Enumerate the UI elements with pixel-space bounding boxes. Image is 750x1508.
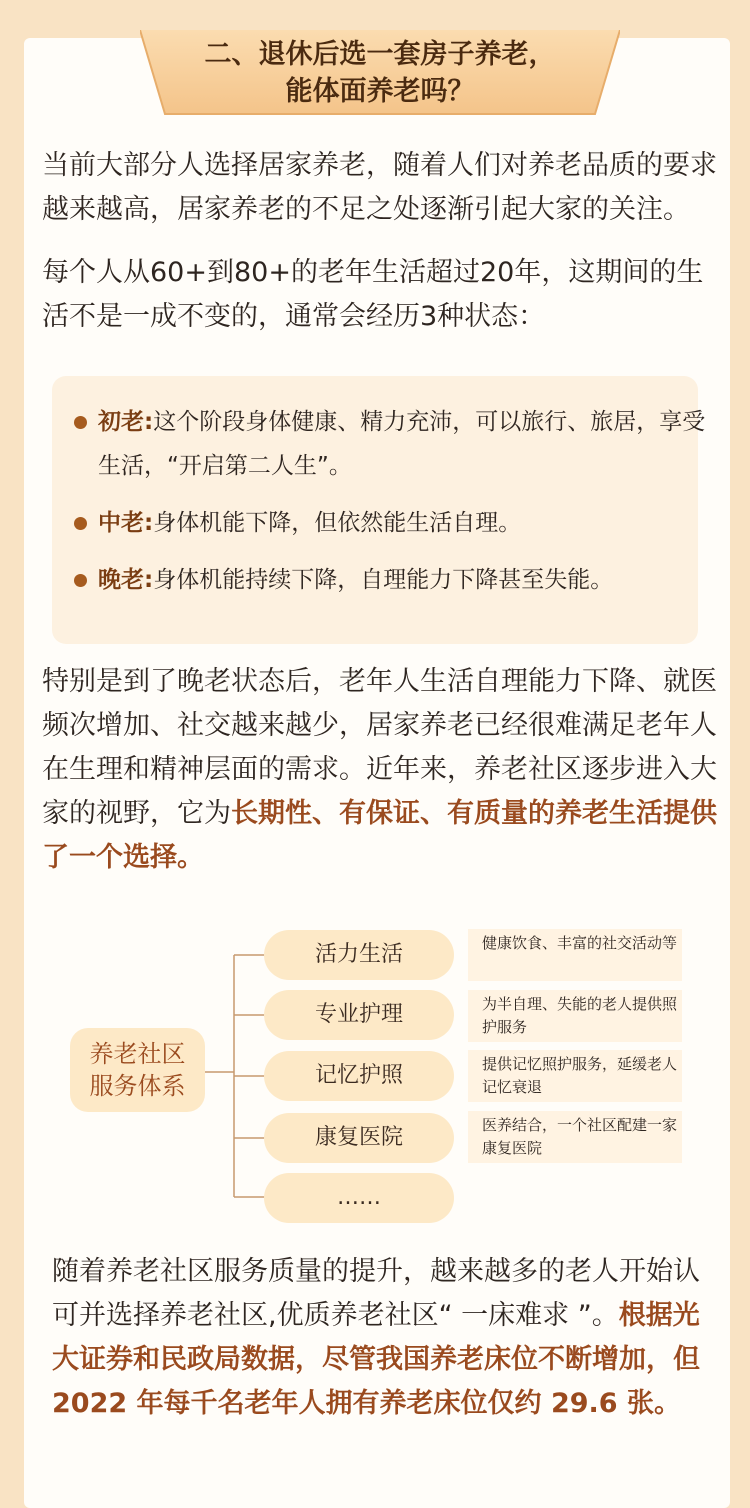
- stage-desc: 身体机能持续下降，自理能力下降甚至失能。: [153, 567, 614, 593]
- paragraph-3-highlight: 长期性、有保证、有质量的养老生活提供了一个选择。: [42, 798, 717, 873]
- branch-vitality: 活力生活: [264, 930, 454, 980]
- note-memory-care: 提供记忆照护服务，延缓老人记忆衰退: [468, 1050, 682, 1102]
- paragraph-3-text: 特别是到了晚老状态后，老年人生活自理能力下降、就医频次增加、社交越来越少，居家养老已经很难满足老年人在生理和精神层面的需求。近年来，养老社区逐步进入大家的视野，它为: [42, 666, 717, 829]
- stage-desc: 身体机能下降，但依然能生活自理。: [153, 510, 522, 536]
- note-rehab-hospital: 医养结合，一个社区配建一家康复医院: [468, 1111, 682, 1163]
- stage-term: 初老:: [98, 409, 154, 435]
- note-vitality: 健康饮食、丰富的社交活动等: [468, 929, 682, 981]
- root-line-2: 服务体系: [89, 1072, 186, 1100]
- intro-paragraph-1: 当前大部分人选择居家养老，随着人们对养老品质的要求越来越高，居家养老的不足之处逐渐引起大家的关注。: [42, 150, 717, 225]
- stage-term: 晚老:: [98, 567, 154, 593]
- branch-nursing: 专业护理: [264, 990, 454, 1040]
- stage-term: 中老:: [98, 510, 154, 536]
- stage-desc: 这个阶段身体健康、精力充沛，可以旅行、旅居，享受生活，“开启第二人生”。: [98, 409, 706, 479]
- diagram-root: [70, 1028, 205, 1112]
- branch-memory-care: 记忆护照: [264, 1051, 454, 1101]
- branch-rehab-hospital: 康复医院: [264, 1113, 454, 1163]
- title-line-2: 能体面养老吗？: [285, 76, 475, 107]
- paragraph-4: [52, 1250, 712, 1426]
- intro-paragraph-2: 每个人从60+到80+的老年生活超过20年，这期间的生活不是一成不变的，通常会经历3种状态：: [42, 257, 704, 332]
- paragraph-4-highlight: 根据光大证券和民政局数据，尽管我国养老床位不断增加，但 2022 年每千名老年人拥有养老床位仅约 29.6 张。: [52, 1300, 700, 1419]
- branch-more: ……: [264, 1173, 454, 1223]
- root-line-1: 养老社区: [89, 1040, 186, 1068]
- note-nursing: 为半自理、失能的老人提供照护服务: [468, 990, 682, 1042]
- paragraph-4-text: 随着养老社区服务质量的提升，越来越多的老人开始认可并选择养老社区,优质养老社区“ 一床难求 ”。: [52, 1256, 700, 1331]
- title-line-1: 二、退休后选一套房子养老，: [204, 39, 556, 70]
